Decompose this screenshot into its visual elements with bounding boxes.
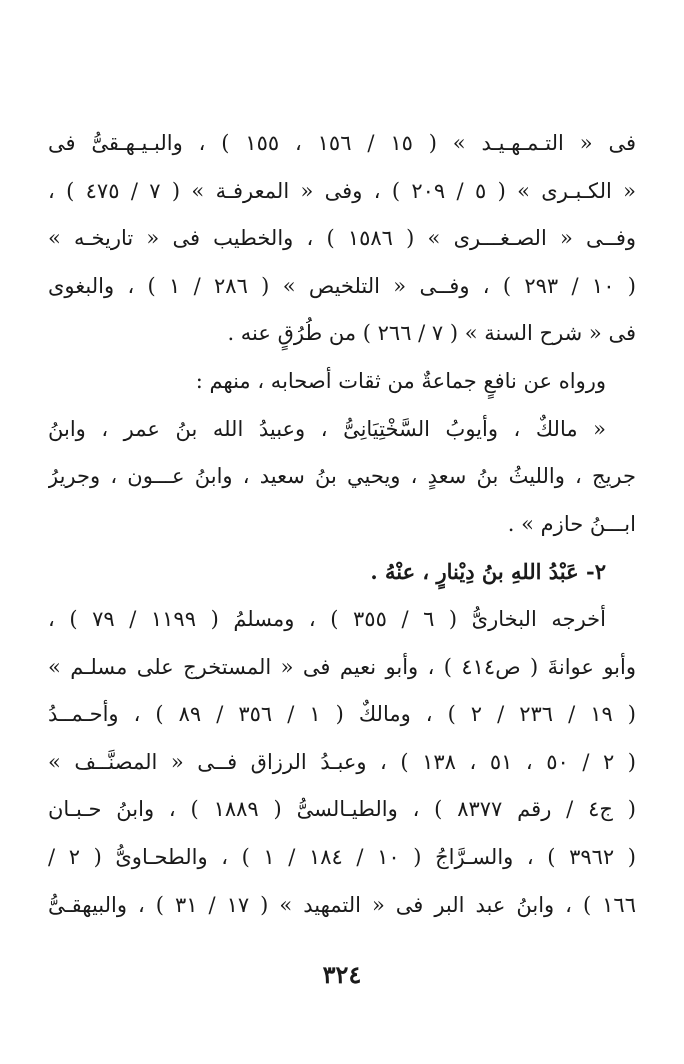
- text-line: وأبو عوانةَ ( ص٤١٤ ) ، وأبو نعيم فى « المستخرج على مسلـم »: [48, 654, 636, 679]
- text-line: ابـــنُ حازم » .: [507, 511, 636, 536]
- section-heading: ٢- عَبْدُ اللهِ بنُ دِيْنارٍ ، عنْهُ .: [370, 559, 606, 585]
- text-line: ( ج٤ / رقم ٨٣٧٧ ) ، والطيـالسىُّ ( ١٨٨٩ ) ، وابنُ حـبـان: [48, 797, 636, 822]
- page-number: ٣٢٤: [322, 960, 362, 989]
- text-line: أخرجه البخارىُّ ( ٦ / ٣٥٥ ) ، ومسلمُ ( ١١٩٩ / ٧٩ ) ،: [48, 606, 606, 631]
- text-line: جريج ، والليثُ بنُ سعدٍ ، ويحيي بنُ سعيد ، وابنُ عـــون ، وجريرُ: [48, 464, 636, 489]
- text-line: « مالكٌ ، وأيوبُ السَّخْتِيَانِىُّ ، وعبيدُ الله بنُ عمر ، وابنُ: [48, 416, 606, 441]
- text-line: فى « التـمـهـيـد » ( ١٥ / ١٥٦ ، ١٥٥ ) ، والبـيـهـقىُّ فى: [48, 131, 636, 155]
- text-line: ورواه عن نافعٍ جماعةٌ من ثقات أصحابه ، منهم :: [195, 368, 606, 393]
- text-line: ( ٢ / ٥٠ ، ٥١ ، ١٣٨ ) ، وعبـدُ الرزاق فــى « المصنَّــف »: [48, 749, 636, 774]
- text-line: فى « شرح السنة » ( ٧ / ٢٦٦ ) من طُرُقٍ عنه .: [227, 321, 636, 346]
- text-line: « الكـبـرى » ( ٥ / ٢٠٩ ) ، وفى « المعرفـة » ( ٧ / ٤٧٥ ) ،: [48, 178, 636, 203]
- text-line: ( ١٩ / ٢٣٦ / ٢ ) ، ومالكٌ ( ١ / ٣٥٦ / ٨٩ ) ، وأحـمــدُ: [48, 702, 636, 727]
- text-line: وفــى « الصـغـــرى » ( ١٥٨٦ ) ، والخطيب فى « تاريخـه »: [48, 226, 636, 251]
- text-line: ( ١٠ / ٢٩٣ ) ، وفــى « التلخيص » ( ٢٨٦ / ١ ) ، والبغوى: [48, 273, 636, 298]
- body-text: [48, 120, 636, 929]
- text-line: ( ٣٩٦٢ ) ، والسـرَّاجُ ( ١٠ / ١٨٤ / ١ ) ، والطحـاوىُّ ( ٢ /: [48, 844, 636, 869]
- text-line: ١٦٦ ) ، وابنُ عبد البر فى « التمهيد » ( ١٧ / ٣١ ) ، والبيهقـىُّ: [48, 892, 636, 917]
